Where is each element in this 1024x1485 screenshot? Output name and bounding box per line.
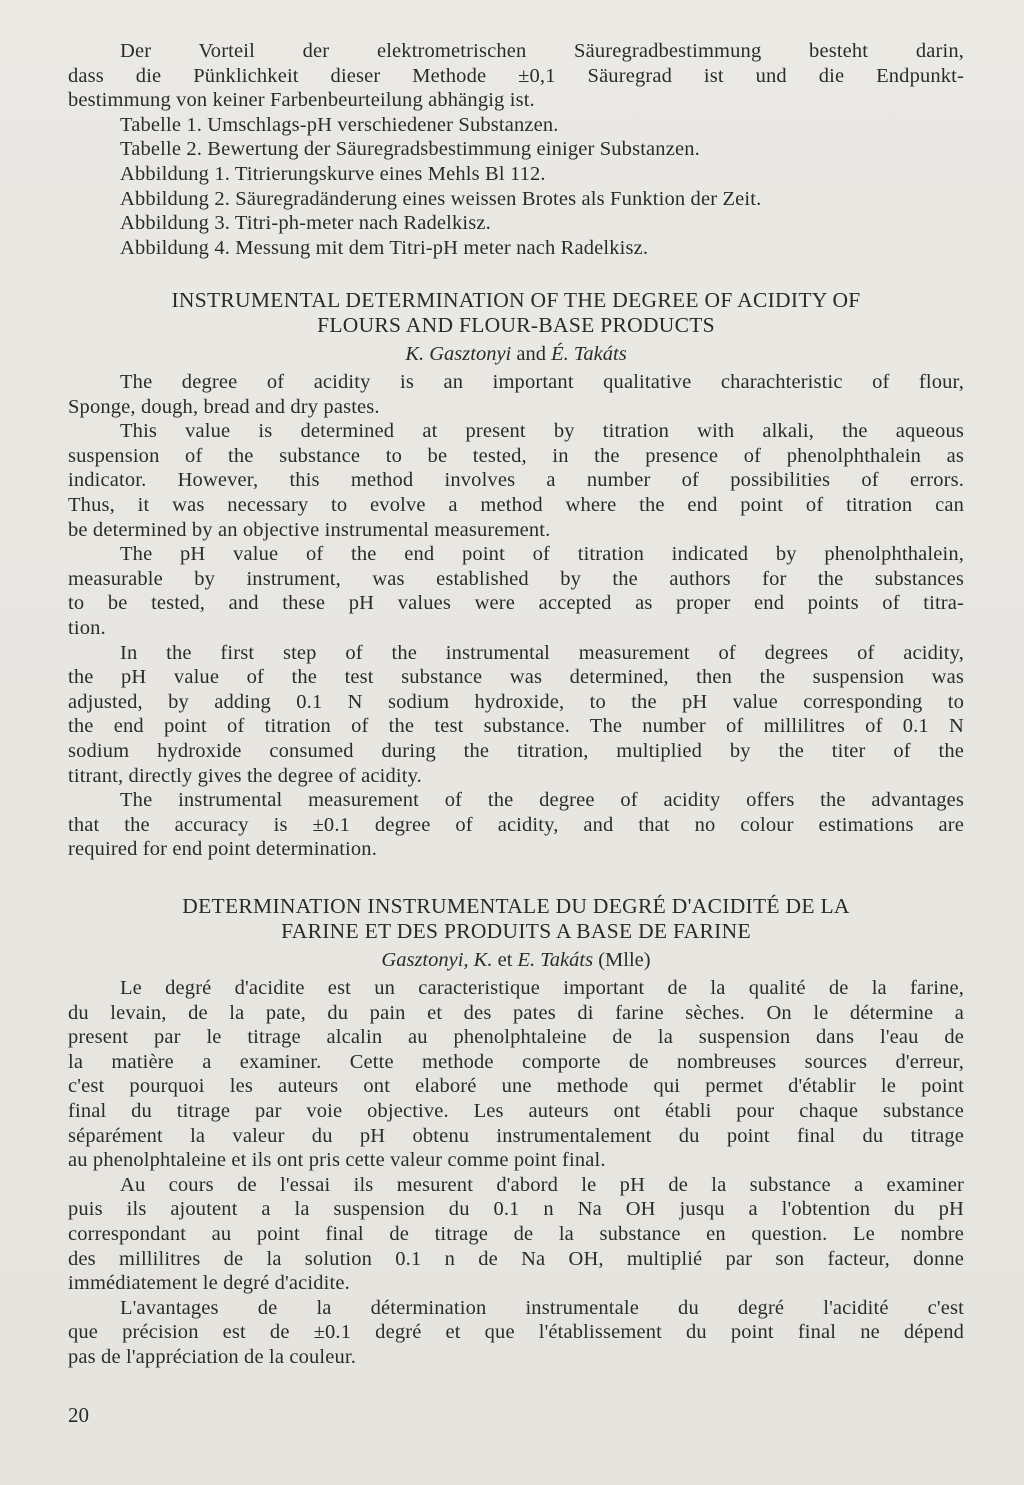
body-line: pas de l'appréciation de la couleur.: [68, 1345, 357, 1368]
body-line: Au cours de l'essai ils mesurent d'abord le pH de la substance a examiner: [120, 1173, 964, 1196]
body-line: sodium hydroxide consumed during the titration, multiplied by the titer of the: [68, 739, 964, 762]
german-summary: [68, 39, 964, 260]
caption-figure-1: Abbildung 1. Titrierungskurve eines Mehls Bl 112.: [120, 162, 546, 185]
german-text-line: dass die Pünklichkeit dieser Methode ±0,1 Säuregrad ist und die Endpunkt-: [68, 64, 964, 87]
english-title-line-1: INSTRUMENTAL DETERMINATION OF THE DEGREE OF ACIDITY OF: [171, 288, 861, 312]
author-1: K. Gasztonyi: [405, 343, 512, 365]
caption-table-2: Tabelle 2. Bewertung der Säuregradsbestimmung einiger Substanzen.: [120, 138, 700, 161]
body-line: Le degré d'acidite est un caracteristique important de la qualité de la farine,: [120, 977, 964, 999]
english-title-line-2: FLOURS AND FLOUR-BASE PRODUCTS: [317, 313, 715, 337]
french-title-line-2: FARINE ET DES PRODUITS A BASE DE FARINE: [281, 919, 751, 943]
body-line: that the accuracy is ±0.1 degree of acidity, and that no colour estimations are: [68, 813, 964, 836]
body-line: The degree of acidity is an important qualitative charachteristic of flour,: [120, 371, 964, 393]
body-line: adjusted, by adding 0.1 N sodium hydroxide, to the pH value corresponding to: [68, 690, 964, 713]
body-line: que précision est de ±0.1 degré et que l'établissement du point final ne dépend: [68, 1321, 964, 1344]
body-line: des millilitres de la solution 0.1 n de Na OH, multiplié par son facteur, donne: [68, 1247, 964, 1270]
author-conjunction: and: [516, 343, 546, 365]
author-conjunction: et: [497, 949, 513, 971]
body-line: puis ils ajoutent a la suspension du 0.1 n Na OH jusqu a l'obtention du pH: [68, 1198, 964, 1221]
body-line: measurable by instrument, was established by the authors for the substances: [68, 567, 964, 590]
body-line: c'est pourquoi les auteurs ont elaboré une methode qui permet d'établir le point: [68, 1075, 964, 1098]
german-text-line: Der Vorteil der elektrometrischen Säuregradbestimmung besteht darin,: [120, 40, 964, 62]
caption-figure-4: Abbildung 4. Messung mit dem Titri-pH meter nach Radelkisz.: [120, 236, 649, 259]
body-line: the end point of titration of the test substance. The number of millilitres of 0.1 N: [68, 715, 964, 738]
body-line: Sponge, dough, bread and dry pastes.: [68, 395, 380, 418]
french-title-line-1: DETERMINATION INSTRUMENTALE DU DEGRÉ D'ACIDITÉ DE LA: [182, 894, 850, 918]
body-line: du levain, de la pate, du pain et des pates di farine sèches. On le détermine a: [68, 1001, 964, 1024]
body-line: titrant, directly gives the degree of acidity.: [68, 764, 422, 787]
author-suffix: (Mlle): [598, 949, 651, 971]
body-line: tion.: [68, 616, 106, 639]
figure-caption-list: [68, 113, 964, 261]
body-line: indicator. However, this method involves a number of possibilities of errors.: [68, 469, 964, 492]
body-line: required for end point determination.: [68, 838, 377, 861]
body-line: In the first step of the instrumental measurement of degrees of acidity,: [120, 641, 964, 664]
body-line: immédiatement le degré d'acidite.: [68, 1272, 350, 1295]
english-section: [68, 288, 964, 862]
caption-figure-3: Abbildung 3. Titri-ph-meter nach Radelkisz.: [120, 212, 491, 235]
body-line: au phenolphtaleine et ils ont pris cette valeur comme point final.: [68, 1149, 606, 1172]
body-line: correspondant au point final de titrage de la substance en question. Le nombre: [68, 1222, 964, 1245]
body-line: suspension of the substance to be tested, in the presence of phenolphthalein as: [68, 444, 964, 467]
author-1: Gasztonyi, K.: [381, 949, 493, 971]
page-number: 20: [68, 1403, 89, 1427]
german-text-line: bestimmung von keiner Farbenbeurteilung abhängig ist.: [68, 89, 535, 112]
body-line: Thus, it was necessary to evolve a method where the end point of titration can: [68, 493, 964, 516]
body-line: be determined by an objective instrumental measurement.: [68, 518, 551, 541]
body-line: to be tested, and these pH values were accepted as proper end points of titra-: [68, 592, 964, 615]
english-authors: [68, 341, 964, 367]
body-line: the pH value of the test substance was determined, then the suspension was: [68, 666, 964, 689]
body-line: The instrumental measurement of the degree of acidity offers the advantages: [120, 789, 964, 812]
body-line: séparément la valeur du pH obtenu instrumentalement du point final du titrage: [68, 1124, 964, 1147]
body-line: la matière a examiner. Cette methode comporte de nombreuses sources d'erreur,: [68, 1050, 964, 1073]
author-2: É. Takáts: [551, 343, 627, 365]
body-line: present par le titrage alcalin au phenolphtaleine de la suspension dans l'eau de: [68, 1026, 964, 1049]
body-line: This value is determined at present by titration with alkali, the aqueous: [120, 420, 964, 443]
french-section: [68, 894, 964, 1370]
body-line: final du titrage par voie objective. Les auteurs ont établi pour chaque substance: [68, 1099, 964, 1122]
body-line: The pH value of the end point of titration indicated by phenolphthalein,: [120, 543, 964, 566]
caption-figure-2: Abbildung 2. Säuregradänderung eines weissen Brotes als Funktion der Zeit.: [120, 187, 762, 210]
body-line: L'avantages de la détermination instrumentale du degré l'acidité c'est: [120, 1296, 964, 1319]
author-2: E. Takáts: [517, 949, 594, 971]
french-authors: [68, 947, 964, 973]
caption-table-1: Tabelle 1. Umschlags-pH verschiedener Substanzen.: [120, 113, 559, 136]
